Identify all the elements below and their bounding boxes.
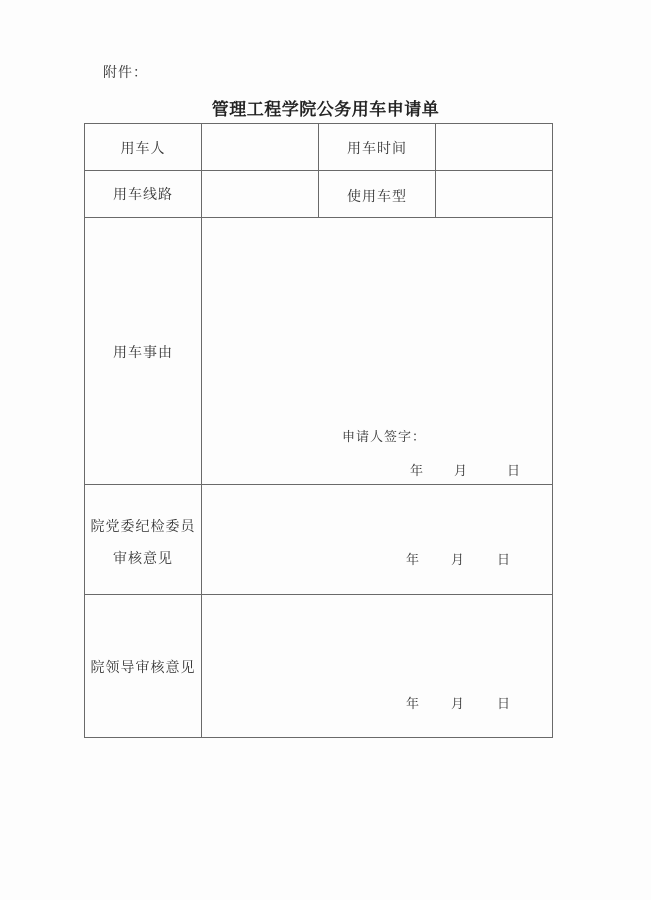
vehicle-application-form [84,123,553,738]
time-label: 用车时间 [347,141,407,157]
party-review-field[interactable] [202,485,552,594]
reason-day-label: 日 [507,464,522,479]
party-review-year-label: 年 [406,553,421,568]
applicant-field[interactable] [202,124,318,170]
attachment-label: 附件： [103,65,148,81]
leader-review-day-label: 日 [497,697,512,712]
reason-label: 用车事由 [113,345,173,361]
party-review-label-line1: 院党委纪检委员 [90,519,196,535]
vehicle-type-label: 使用车型 [347,189,407,205]
reason-year-label: 年 [410,464,425,479]
party-review-month-label: 月 [451,553,466,568]
leader-review-label: 院领导审核意见 [90,660,196,676]
vehicle-type-field[interactable] [436,171,552,217]
party-review-label-line2: 审核意见 [113,551,173,567]
form-title: 管理工程学院公务用车申请单 [211,100,440,120]
route-label: 用车线路 [113,187,173,203]
leader-review-field[interactable] [202,595,552,737]
applicant-signature-label: 申请人签字： [342,430,427,445]
time-field[interactable] [436,124,552,170]
reason-month-label: 月 [454,464,469,479]
leader-review-year-label: 年 [406,697,421,712]
leader-review-month-label: 月 [451,697,466,712]
party-review-day-label: 日 [497,553,512,568]
route-field[interactable] [202,171,318,217]
applicant-label: 用车人 [120,141,166,157]
